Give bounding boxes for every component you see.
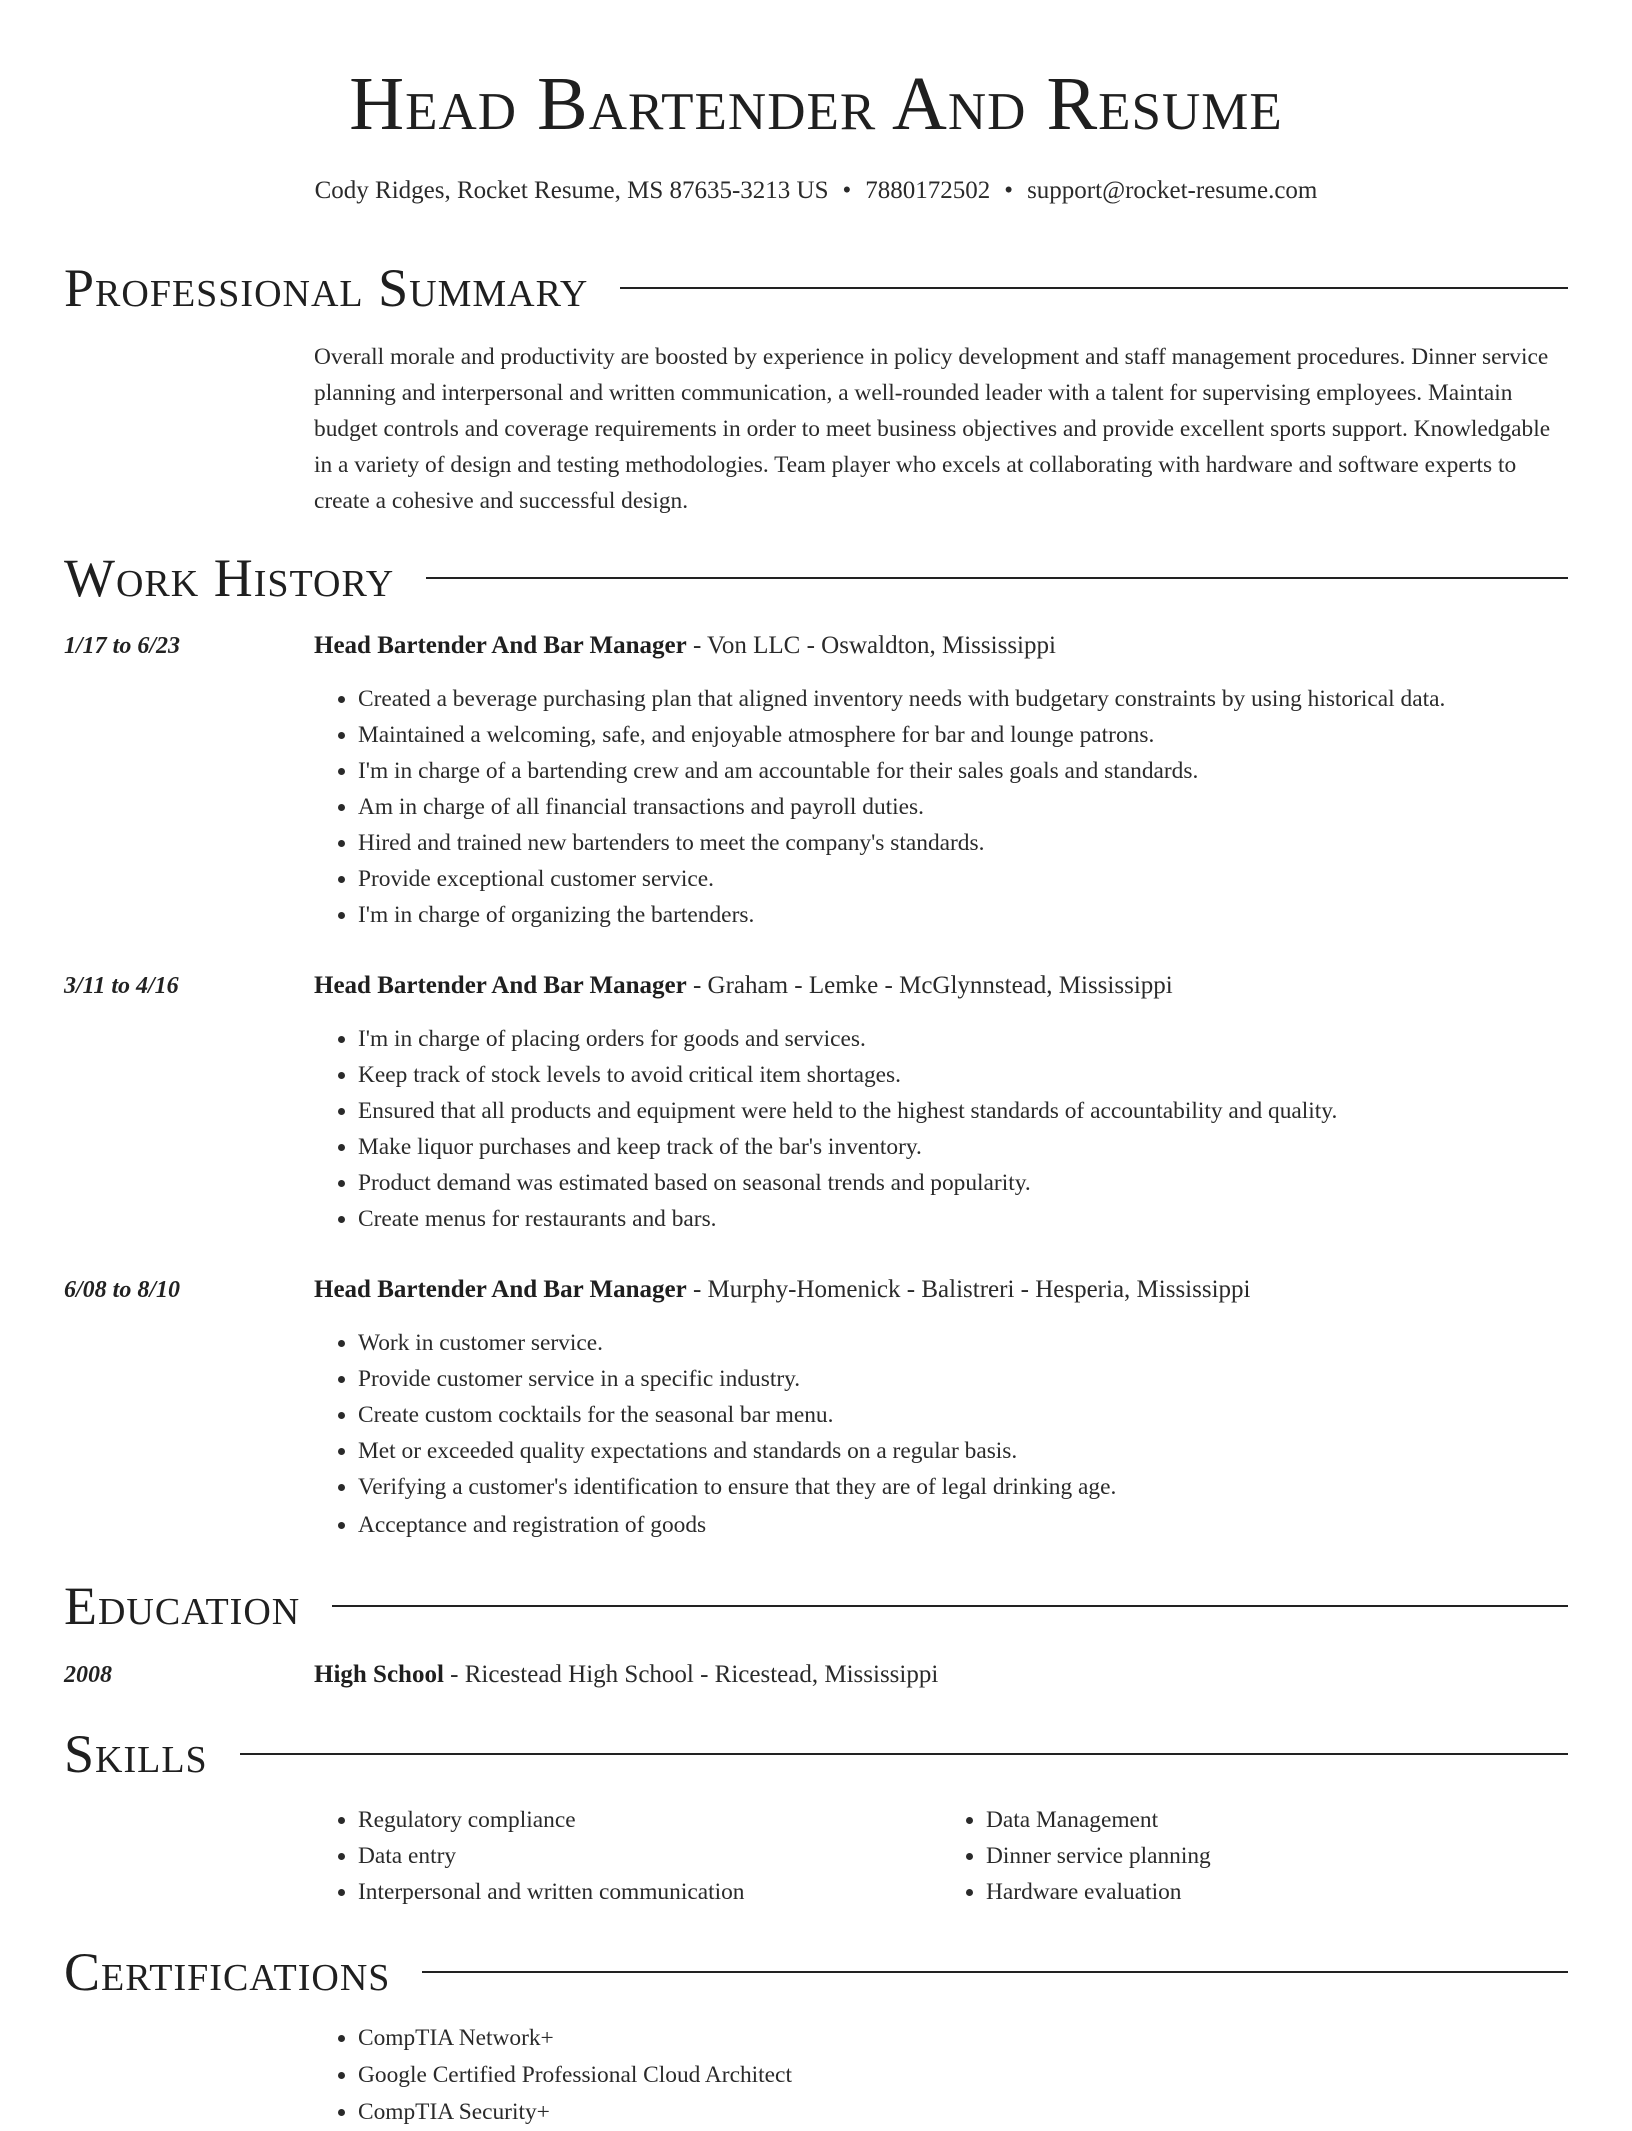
job-bullet: • Provide exceptional customer service. bbox=[358, 861, 1445, 897]
section-divider bbox=[426, 577, 1568, 579]
job-bullet: • Created a beverage purchasing plan that aligned inventory needs with budgetary constraints by using historical data. bbox=[358, 681, 1445, 717]
job-bullet: • Acceptance and registration of goods bbox=[358, 1507, 1116, 1543]
education-dates: 2008 bbox=[64, 1662, 112, 1688]
summary-text: Overall morale and productivity are boosted by experience in policy development and staff management procedures. Dinner service planning and interpersonal and written communication, a well-rounded leader with a talent for supervising employees. Maintain budget controls and coverage requirements in order to meet business objectives and provide excellent sports support. Knowledgable in a variety of design and testing methodologies. Team player who excels at collaborating with hardware and software experts to create a cohesive and successful design. bbox=[314, 344, 1551, 514]
job-bullets bbox=[314, 1325, 1116, 1543]
job-dates: 3/11 to 4/16 bbox=[64, 973, 179, 999]
skill-item: • Hardware evaluation bbox=[986, 1874, 1570, 1910]
contact-separator: • bbox=[842, 177, 852, 204]
job-bullet: • Am in charge of all financial transactions and payroll duties. bbox=[358, 789, 1445, 825]
job-bullets bbox=[314, 681, 1445, 933]
job-bullet: • Verifying a customer's identification to ensure that they are of legal drinking age. bbox=[358, 1469, 1116, 1505]
contact-separator: • bbox=[1004, 177, 1014, 204]
job-bullet: • I'm in charge of organizing the bartenders. bbox=[358, 897, 1445, 933]
skill-item: • Data Management bbox=[986, 1802, 1570, 1838]
job-dates: 1/17 to 6/23 bbox=[64, 633, 181, 659]
resume-title: Head Bartender And Resume bbox=[349, 62, 1283, 146]
section-title: Certifications bbox=[64, 1942, 391, 2002]
job-bullet: • I'm in charge of a bartending crew and am accountable for their sales goals and standards. bbox=[358, 753, 1445, 789]
job-title: Head Bartender And Bar Manager bbox=[314, 632, 687, 659]
section-title: Work History bbox=[64, 548, 395, 608]
job-details: - Graham - Lemke - McGlynnstead, Mississippi bbox=[686, 972, 1173, 999]
skill-item: • Regulatory compliance bbox=[358, 1802, 942, 1838]
job-heading bbox=[314, 628, 1056, 664]
certification-item: • CompTIA Security+ bbox=[358, 2094, 792, 2131]
section-divider bbox=[422, 1971, 1568, 1973]
job-bullet: • Ensured that all products and equipment were held to the highest standards of accountability and quality. bbox=[358, 1093, 1337, 1129]
contact-phone: 7880172502 bbox=[865, 177, 991, 204]
job-heading bbox=[314, 1272, 1250, 1308]
section-title: Education bbox=[64, 1576, 301, 1636]
certifications-list bbox=[314, 2020, 792, 2131]
job-title: Head Bartender And Bar Manager bbox=[314, 1276, 687, 1303]
job-bullet: • I'm in charge of placing orders for goods and services. bbox=[358, 1021, 1337, 1057]
certification-item: • CompTIA Network+ bbox=[358, 2020, 792, 2057]
education-degree: High School bbox=[314, 1661, 444, 1688]
summary-section-header bbox=[64, 258, 1568, 318]
work-section-header bbox=[64, 548, 1568, 608]
job-bullets bbox=[314, 1021, 1337, 1237]
education-heading bbox=[314, 1657, 938, 1693]
contact-address: Cody Ridges, Rocket Resume, MS 87635-3213 US bbox=[314, 177, 829, 204]
skills-list bbox=[314, 1802, 1570, 1910]
education-details: - Ricestead High School - Ricestead, Mississippi bbox=[443, 1661, 939, 1688]
job-title: Head Bartender And Bar Manager bbox=[314, 972, 687, 999]
job-bullet: • Met or exceeded quality expectations and standards on a regular basis. bbox=[358, 1433, 1116, 1469]
job-bullet: • Maintained a welcoming, safe, and enjoyable atmosphere for bar and lounge patrons. bbox=[358, 717, 1445, 753]
job-bullet: • Create custom cocktails for the seasonal bar menu. bbox=[358, 1397, 1116, 1433]
skill-item: • Dinner service planning bbox=[986, 1838, 1570, 1874]
job-details: - Murphy-Homenick - Balistreri - Hesperia, Mississippi bbox=[686, 1276, 1251, 1303]
skills-section-header bbox=[64, 1724, 1568, 1784]
job-bullet: • Provide customer service in a specific industry. bbox=[358, 1361, 1116, 1397]
section-divider bbox=[240, 1753, 1568, 1755]
contact-line bbox=[0, 176, 1632, 206]
job-bullet: • Create menus for restaurants and bars. bbox=[358, 1201, 1337, 1237]
certifications-section-header bbox=[64, 1942, 1568, 2002]
skills-column-left bbox=[314, 1802, 942, 1910]
job-bullet: • Make liquor purchases and keep track of the bar's inventory. bbox=[358, 1129, 1337, 1165]
job-bullet: • Keep track of stock levels to avoid critical item shortages. bbox=[358, 1057, 1337, 1093]
certification-item: • Google Certified Professional Cloud Architect bbox=[358, 2057, 792, 2094]
section-title: Professional Summary bbox=[64, 258, 589, 318]
job-dates: 6/08 to 8/10 bbox=[64, 1277, 181, 1303]
job-bullet: • Product demand was estimated based on seasonal trends and popularity. bbox=[358, 1165, 1337, 1201]
contact-email: support@rocket-resume.com bbox=[1027, 177, 1318, 204]
job-details: - Von LLC - Oswaldton, Mississippi bbox=[686, 632, 1056, 659]
education-section-header bbox=[64, 1576, 1568, 1636]
skill-item: • Data entry bbox=[358, 1838, 942, 1874]
job-bullet: • Hired and trained new bartenders to meet the company's standards. bbox=[358, 825, 1445, 861]
skills-column-right bbox=[942, 1802, 1570, 1910]
section-divider bbox=[332, 1605, 1568, 1607]
section-divider bbox=[620, 287, 1568, 289]
skill-item: • Interpersonal and written communication bbox=[358, 1874, 942, 1910]
job-heading bbox=[314, 968, 1173, 1004]
job-bullet: • Work in customer service. bbox=[358, 1325, 1116, 1361]
section-title: Skills bbox=[64, 1724, 208, 1784]
